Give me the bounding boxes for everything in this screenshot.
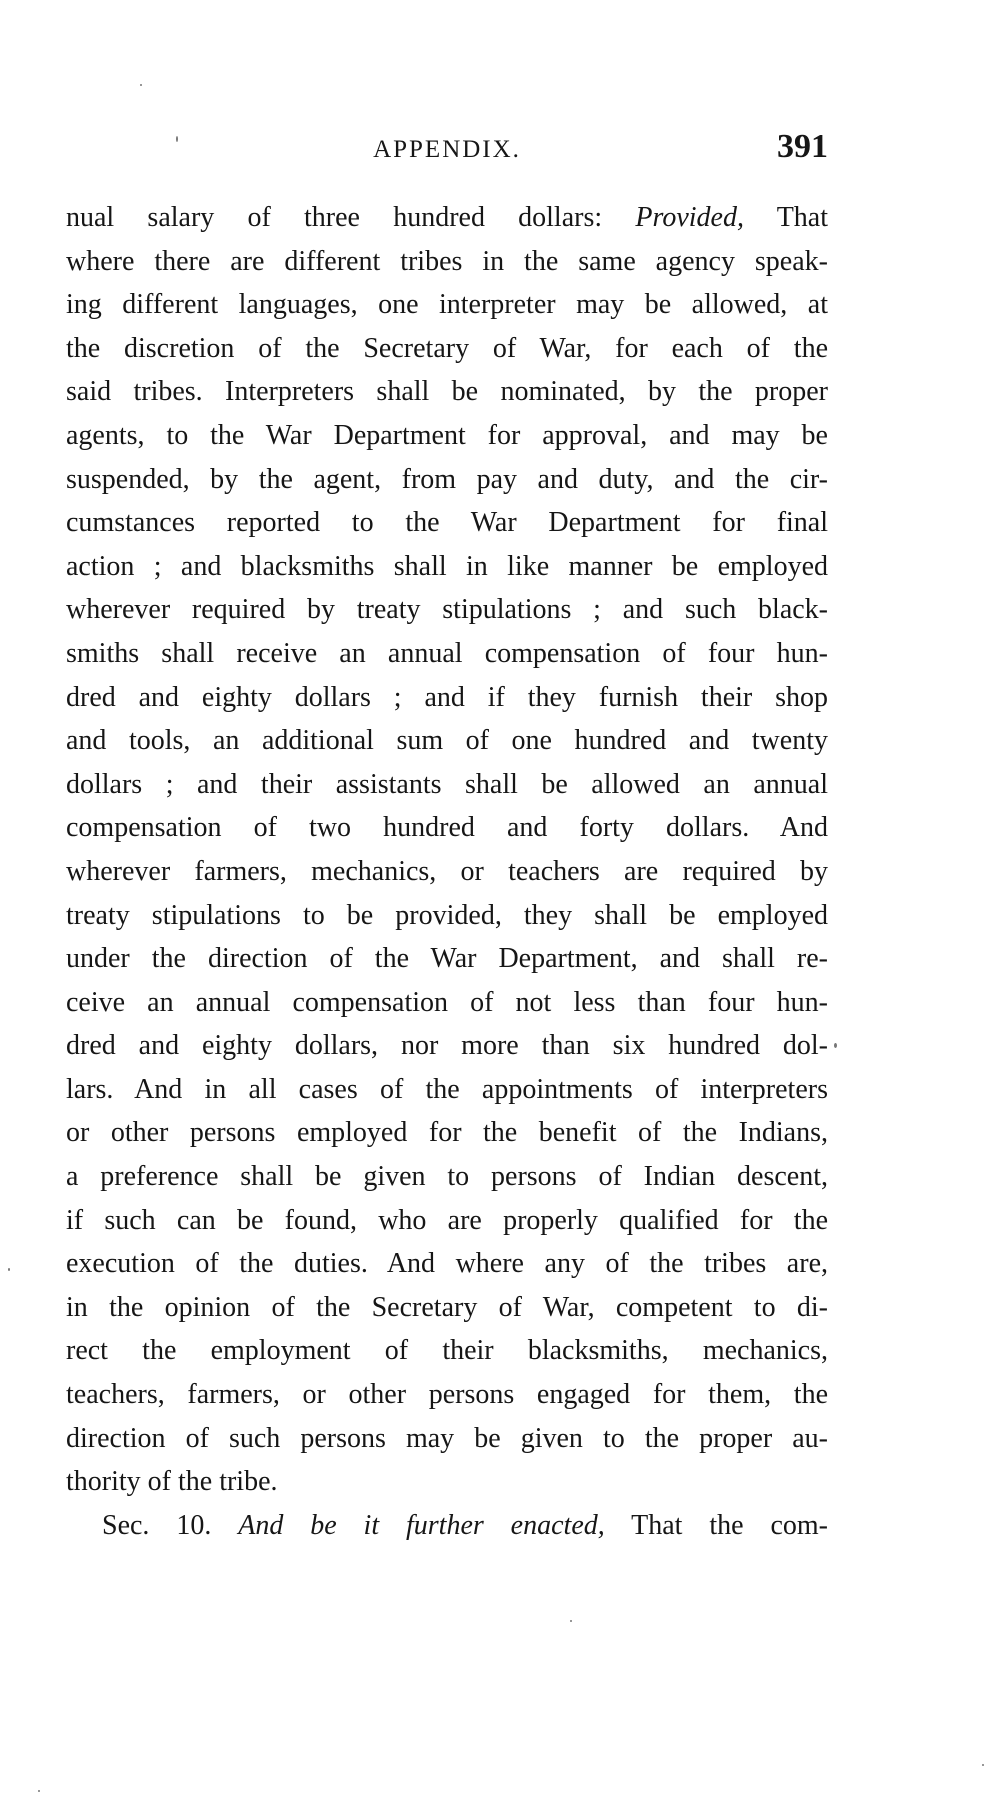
running-head: APPENDIX.: [373, 136, 521, 163]
text-line: under the direction of the War Department, and shall re-: [66, 943, 828, 975]
text-line: dred and eighty dollars, nor more than six hundred dol-: [66, 1030, 828, 1062]
text-line: compensation of two hundred and forty dollars. And: [66, 812, 828, 844]
section-continuation: That the com-: [631, 1509, 828, 1541]
text-line: or other persons employed for the benefit of the Indians,: [66, 1117, 828, 1149]
text-line: thority of the tribe.: [66, 1466, 278, 1498]
text-line: in the opinion of the Secretary of War, competent to di-: [66, 1291, 828, 1323]
scan-speck: [570, 1620, 572, 1622]
section-label: Sec. 10.: [102, 1509, 212, 1541]
text-line: wherever required by treaty stipulations ; and such black-: [66, 594, 828, 626]
text-line: a preference shall be given to persons of Indian descent,: [66, 1161, 828, 1193]
text-line: suspended, by the agent, from pay and duty, and the cir-: [66, 463, 828, 495]
text-line: smiths shall receive an annual compensation of four hun-: [66, 637, 828, 669]
text-line: agents, to the War Department for approval, and may be: [66, 419, 828, 451]
scan-speck: [38, 1790, 40, 1792]
text-line: teachers, farmers, or other persons engaged for them, the: [66, 1379, 828, 1411]
text-line: dollars ; and their assistants shall be allowed an annual: [66, 768, 828, 800]
text-line: action ; and blacksmiths shall in like manner be employed: [66, 550, 828, 582]
body-text: [66, 196, 828, 1547]
text-line: if such can be found, who are properly qualified for the: [66, 1204, 828, 1236]
section-heading-line: [66, 1504, 828, 1548]
text-line: execution of the duties. And where any of the tribes are,: [66, 1248, 828, 1280]
scan-speck: [8, 1268, 10, 1271]
page-number: 391: [777, 128, 828, 165]
scan-speck: [140, 84, 142, 86]
scan-speck: [834, 1043, 837, 1048]
italic-provided: Provided,: [635, 202, 744, 233]
text-line: direction of such persons may be given to the proper au-: [66, 1422, 828, 1454]
text-line: treaty stipulations to be provided, they shall be employed: [66, 899, 828, 931]
text-line: the discretion of the Secretary of War, for each of the: [66, 332, 828, 364]
enacting-clause: And be it further enacted,: [238, 1509, 605, 1541]
scan-speck: [982, 1764, 984, 1766]
text-line: ing different languages, one interpreter may be allowed, at: [66, 289, 828, 321]
text-line: rect the employment of their blacksmiths, mechanics,: [66, 1335, 828, 1367]
text-line: and tools, an additional sum of one hundred and twenty: [66, 725, 828, 757]
scan-speck: [176, 136, 178, 142]
text-line: nual salary of three hundred dollars: Provided, That: [66, 202, 828, 233]
text-line: where there are different tribes in the same agency speak-: [66, 245, 828, 277]
text-line: wherever farmers, mechanics, or teachers are required by: [66, 855, 828, 887]
page-header: [66, 128, 828, 178]
text-line: cumstances reported to the War Department for final: [66, 507, 828, 539]
text-line: said tribes. Interpreters shall be nominated, by the proper: [66, 376, 828, 408]
text-line: ceive an annual compensation of not less than four hun-: [66, 986, 828, 1018]
text-line: lars. And in all cases of the appointments of interpreters: [66, 1073, 828, 1105]
text-line: dred and eighty dollars ; and if they furnish their shop: [66, 681, 828, 713]
